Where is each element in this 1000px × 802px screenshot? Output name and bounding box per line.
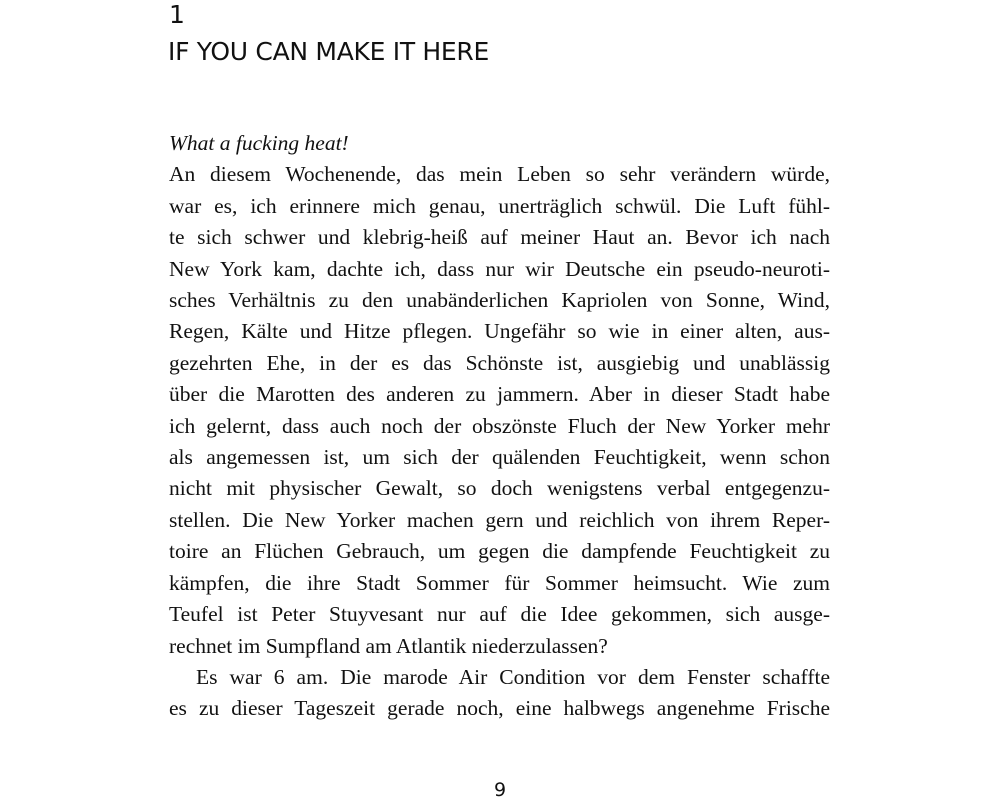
text-line: ich gelernt, dass auch noch der obszönste Fluch der New Yorker mehr xyxy=(169,413,830,438)
text-line: kämpfen, die ihre Stadt Sommer für Sommer heimsucht. Wie zum xyxy=(169,570,830,595)
text-line: als angemessen ist, um sich der quälenden Feuchtigkeit, wenn schon xyxy=(169,445,830,470)
text-line: über die Marotten des anderen zu jammern. Aber in dieser Stadt habe xyxy=(169,382,830,407)
page-number: 9 xyxy=(493,779,507,801)
text-line: sches Verhältnis zu den unabänderlichen Kapriolen von Sonne, Wind, xyxy=(169,288,830,313)
paragraph-2 xyxy=(169,662,830,725)
chapter-title: IF YOU CAN MAKE IT HERE xyxy=(168,37,489,66)
chapter-body xyxy=(169,128,830,725)
text-line: gezehrten Ehe, in der es das Schönste ist, ausgiebig und unablässig xyxy=(169,350,830,375)
text-line: es zu dieser Tageszeit gerade noch, eine halbwegs angenehme Frische xyxy=(169,696,830,721)
text-line: Regen, Kälte und Hitze pflegen. Ungefähr so wie in einer alten, aus- xyxy=(169,319,830,344)
text-line: te sich schwer und klebrig-heiß auf meiner Haut an. Bevor ich nach xyxy=(169,225,830,250)
text-line: nicht mit physischer Gewalt, so doch wenigstens verbal entgegenzu- xyxy=(169,476,830,501)
opening-exclamation: What a fucking heat! xyxy=(169,131,349,155)
text-line: An diesem Wochenende, das mein Leben so sehr verändern würde, xyxy=(169,162,830,187)
text-line: stellen. Die New Yorker machen gern und reichlich von ihrem Reper- xyxy=(169,507,830,532)
text-line: New York kam, dachte ich, dass nur wir Deutsche ein pseudo-neuroti- xyxy=(169,256,830,281)
text-line: rechnet im Sumpfland am Atlantik niederzulassen? xyxy=(169,633,608,658)
text-line: toire an Flüchen Gebrauch, um gegen die dampfende Feuchtigkeit zu xyxy=(169,539,830,564)
text-line: Es war 6 am. Die marode Air Condition vor dem Fenster schaffte xyxy=(196,664,830,689)
paragraph-1 xyxy=(169,159,830,662)
chapter-number: 1 xyxy=(169,0,185,29)
text-line: Teufel ist Peter Stuyvesant nur auf die Idee gekommen, sich ausge- xyxy=(169,602,830,627)
text-line: war es, ich erinnere mich genau, unerträglich schwül. Die Luft fühl- xyxy=(169,193,830,218)
